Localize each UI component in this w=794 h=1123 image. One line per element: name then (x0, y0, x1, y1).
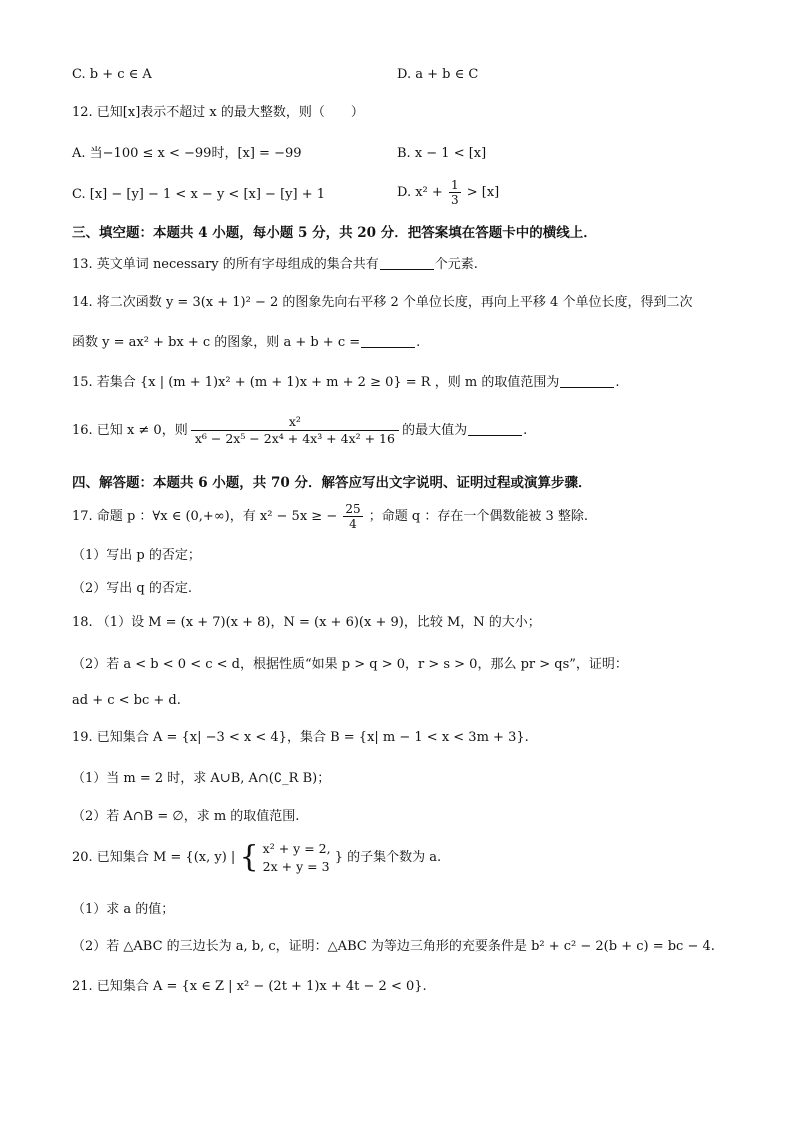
q16: 16. 已知 x ≠ 0，则 $\frac{\text{x²}}{\text{x⁶ − 2x⁵ − 2x⁴ + 4x³ + 4x² + 16}}$ 的最大值为 . (72, 414, 528, 446)
q15-pre: 15. 若集合 (72, 375, 136, 390)
q12-option-d-fraction (449, 178, 461, 207)
fraction-numerator: x² (191, 414, 399, 431)
q14-line2-text: 函数 y = ax² + bx + c 的图象，则 a + b + c = (72, 335, 361, 350)
fraction-denominator: x⁶ − 2x⁵ − 2x⁴ + 4x³ + 4x² + 16 (194, 431, 395, 446)
q15: 15. 若集合 {x | (m + 1)x² + (m + 1)x + m + 2 ≥ 0} = R ，则 m 的取值范围为 . (72, 375, 620, 390)
q14-answer-blank (361, 335, 415, 348)
q19-stem: 19. 已知集合 A = {x| −3 < x < 4}，集合 B = {x| m − 1 < x < 3m + 3}. (72, 730, 529, 745)
q15-set: {x | (m + 1)x² + (m + 1)x + m + 2 ≥ 0} = R (139, 375, 431, 390)
q13-pre: 13. 英文单词 necessary 的所有字母组成的集合共有 (72, 257, 379, 272)
q13-post: 个元素. (434, 257, 478, 272)
q21-stem: 21. 已知集合 A = {x ∈ Z | x² − (2t + 1)x + 4t − 2 < 0}. (72, 979, 427, 994)
q18-part2-conclusion: ad + c < bc + d. (72, 693, 181, 708)
q14-line2: 函数 y = ax² + bx + c 的图象，则 a + b + c = . (72, 335, 421, 350)
q11-option-c: C. b + c ∈ A (72, 67, 152, 82)
q18-stem: 18. （1）设 M = (x + 7)(x + 8)，N = (x + 6)(x + 9)，比较 M，N 的大小； (72, 615, 541, 630)
q17-stem-pre: 17. 命题 p ：∀x ∈ (0,+∞)，有 x² − 5x ≥ − (72, 509, 338, 524)
q20-post: } 的子集个数为 a. (334, 850, 442, 865)
q12-option-d (397, 178, 499, 207)
q17-part1: （1）写出 p 的否定； (72, 548, 201, 563)
q16-answer-blank (468, 423, 522, 436)
q13-answer-blank (380, 257, 434, 270)
q20-stem (72, 838, 441, 882)
q20-equation-system (263, 840, 331, 876)
q12-option-c: C. [x] − [y] − 1 < x − y < [x] − [y] + 1 (72, 187, 325, 202)
q14-line1: 14. 将二次函数 y = 3(x + 1)² − 2 的图象先向右平移 2 个单位长度，再向上平移 4 个单位长度，得到二次 (72, 295, 693, 310)
fraction-numerator: 1 (450, 178, 459, 192)
fraction-numerator: 25 (345, 502, 361, 516)
q20-part2: （2）若 △ABC 的三边长为 a, b, c，证明：△ABC 为等边三角形的充要条件是 b² + c² − 2(b + c) = bc − 4. (72, 939, 715, 954)
q20-equation-1: x² + y = 2, (262, 840, 331, 856)
q17-fraction (343, 502, 362, 531)
q20-pre: 20. 已知集合 M = (72, 850, 182, 865)
q12-option-a: A. 当−100 ≤ x < −99时，[x] = −99 (72, 146, 302, 161)
q15-answer-blank (560, 375, 614, 388)
q11-option-d: D. a + b ∈ C (397, 67, 479, 82)
q15-mid: ，则 m 的取值范围为 (434, 375, 560, 390)
q19-part2: （2）若 A∩B = ∅，求 m 的取值范围. (72, 809, 300, 824)
section-3-title: 三、填空题：本题共 4 小题，每小题 5 分，共 20 分．把答案填在答题卡中的横线上． (72, 225, 597, 241)
left-brace-icon: { (239, 839, 259, 875)
q20-equation-2: 2x + y = 3 (262, 858, 330, 874)
q12-option-b: B. x − 1 < [x] (397, 146, 487, 161)
q17-stem (72, 502, 588, 531)
fraction-denominator: 4 (349, 517, 357, 531)
q16-pre: 16. 已知 x ≠ 0，则 (72, 423, 188, 438)
q17-stem-post: ；命题 q ：存在一个偶数能被 3 整除. (368, 509, 589, 524)
q12-stem: 12. 已知[x]表示不超过 x 的最大整数，则（ ） (72, 105, 364, 120)
q13 (72, 256, 478, 274)
q18-part2: （2）若 a < b < 0 < c < d，根据性质“如果 p > q > 0，r > s > 0，那么 pr > qs”，证明： (72, 657, 628, 672)
q20-set-open: {(x, y) | (185, 850, 236, 865)
q12-option-d-pre: D. x² + (397, 185, 443, 200)
q17-part2: （2）写出 q 的否定. (72, 581, 192, 596)
q16-fraction (195, 414, 395, 447)
q20-part1: （1）求 a 的值； (72, 902, 175, 917)
q19-part1: （1）当 m = 2 时，求 A∪B, A∩(∁_R B)； (72, 771, 331, 786)
fraction-denominator: 3 (450, 193, 459, 207)
q12-option-d-post: > [x] (466, 185, 500, 200)
section-4-title: 四、解答题：本题共 6 小题，共 70 分．解答应写出文字说明、证明过程或演算步骤． (72, 475, 592, 491)
q16-post: 的最大值为 (402, 423, 468, 438)
